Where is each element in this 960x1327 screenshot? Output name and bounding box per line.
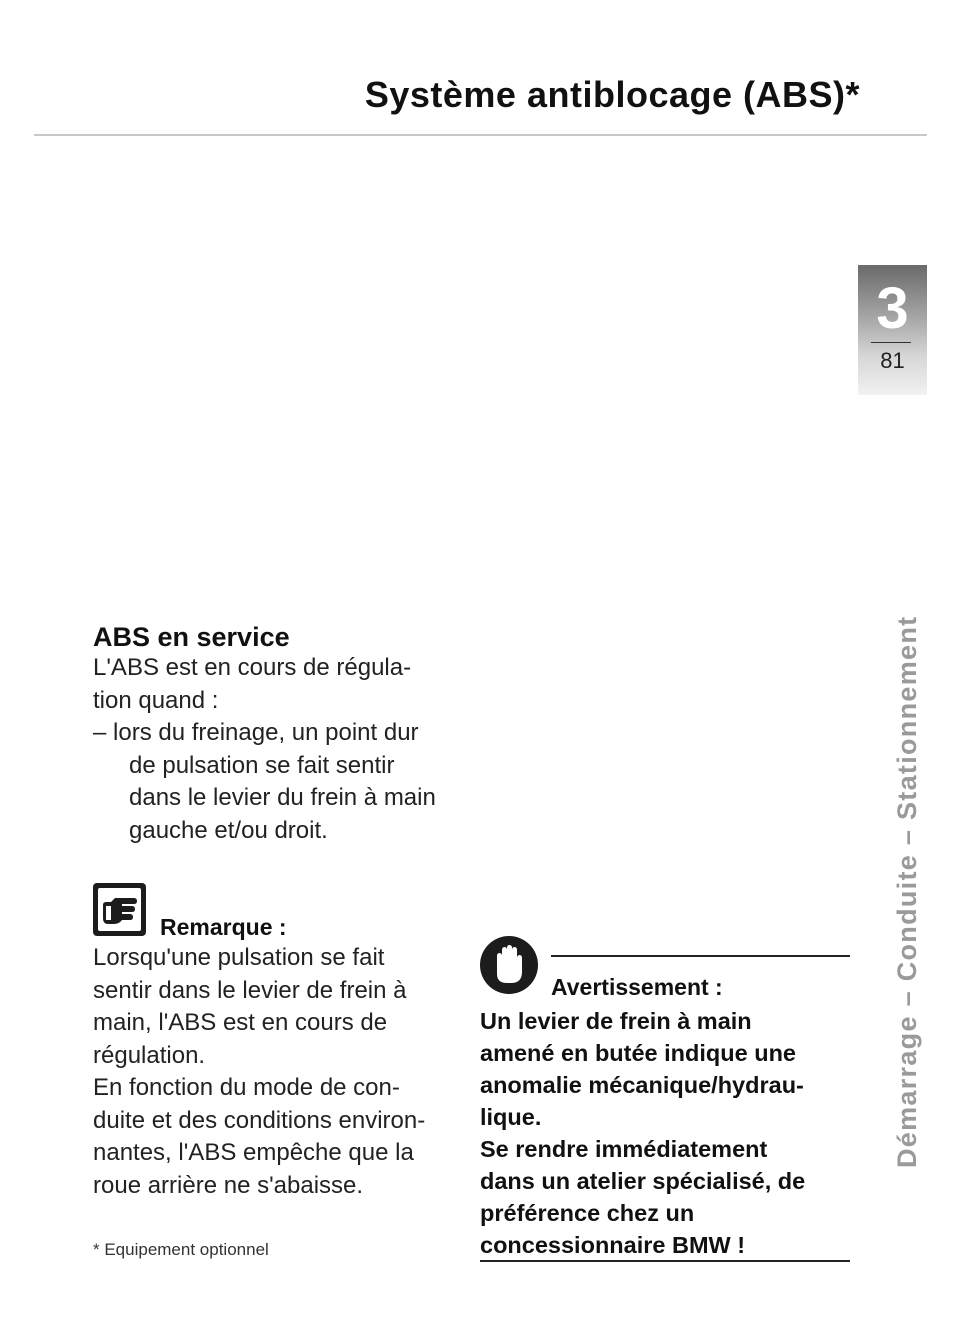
page-title: Système antiblocage (ABS)* [364, 74, 860, 115]
chapter-divider [871, 342, 911, 343]
section-heading: ABS en service [93, 622, 290, 652]
page-number: 81 [880, 348, 905, 373]
intro-line: tion quand : [93, 686, 219, 714]
note-line: régulation. [93, 1041, 206, 1069]
footnote: * Equipement optionnel [93, 1240, 269, 1259]
warning-line: amené en butée indique une [480, 1040, 796, 1066]
warning-top-rule [551, 955, 850, 957]
warning-line: Se rendre immédiatement [480, 1136, 768, 1162]
note-line: main, l'ABS est en cours de [93, 1009, 388, 1036]
warning-title: Avertissement : [551, 974, 723, 1000]
warning-line: concessionnaire BMW ! [480, 1232, 746, 1258]
note-line: sentir dans le levier de frein à [93, 976, 407, 1004]
warning-line: préférence chez un [480, 1200, 695, 1226]
title-divider [34, 134, 927, 136]
warning-line: Un levier de frein à main [480, 1008, 752, 1034]
pointing-hand-note-icon [93, 883, 146, 936]
pointing-hand-glyph [98, 888, 141, 931]
note-line: duite et des conditions environ- [93, 1106, 426, 1134]
stop-hand-glyph [480, 936, 538, 994]
chapter-side-label: Démarrage – Conduite – Stationnement [892, 615, 922, 1168]
stop-hand-warning-icon [480, 936, 538, 994]
note-line: Lorsqu'une pulsation se fait [93, 944, 385, 971]
chapter-tab [858, 265, 927, 395]
intro-line: gauche et/ou droit. [129, 816, 328, 844]
intro-line: de pulsation se fait sentir [129, 751, 395, 779]
note-text [93, 942, 425, 1202]
note-title: Remarque : [160, 914, 287, 940]
intro-line: – lors du freinage, un point dur [93, 719, 419, 746]
intro-line: L'ABS est en cours de régula- [93, 654, 412, 681]
warning-line: lique. [480, 1104, 542, 1130]
intro-line: dans le levier du frein à main [129, 784, 436, 811]
chapter-number: 3 [876, 276, 909, 341]
note-line: En fonction du mode de con- [93, 1074, 400, 1101]
warning-text [480, 1005, 805, 1261]
note-icon-face [98, 888, 141, 931]
warning-line: anomalie mécanique/hydrau- [480, 1072, 804, 1098]
warning-bottom-rule [480, 1260, 850, 1262]
note-line: nantes, l'ABS empêche que la [93, 1139, 414, 1166]
note-line: roue arrière ne s'abaisse. [93, 1171, 364, 1199]
section-intro [93, 652, 436, 847]
warning-line: dans un atelier spécialisé, de [480, 1168, 806, 1194]
